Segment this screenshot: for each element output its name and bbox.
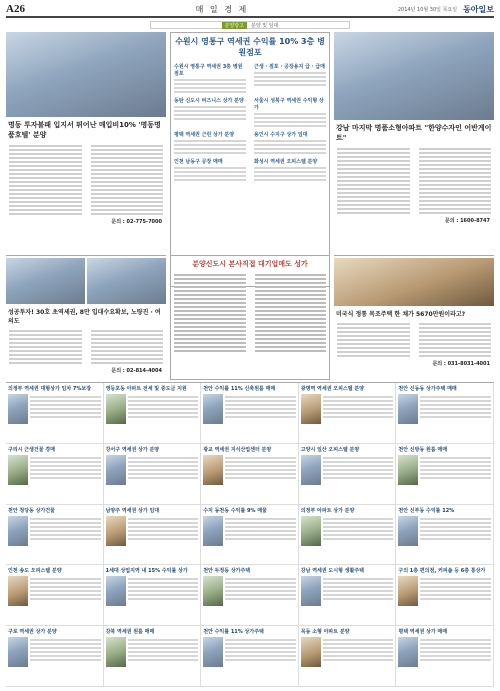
classified-item: 천안 두정동 상가주택	[201, 565, 299, 626]
masthead	[6, 2, 494, 18]
list-item: 인천 남동구 공장 매매	[171, 156, 249, 183]
classified-item: 1세대 상업지역 내 15% 수익률 상가	[104, 565, 202, 626]
classified-item: 천안 수익률 11% 상가주택	[201, 626, 299, 687]
mid-left-headline: 성공투자! 30호 초역세권, 8만 입대수요확보, 노량진 · 여의도	[8, 309, 161, 325]
top-center-headline: 수원시 영통구 역세권 수익률 10% 3층 병원점포	[175, 37, 325, 57]
building-photo	[6, 258, 85, 304]
classified-item: 천안 청당동 상가건물	[6, 505, 104, 566]
classified-item: 광명역 역세권 오피스텔 분양	[299, 383, 397, 444]
list-item: 서울시 성북구 역세권 수익형 상가	[251, 95, 329, 129]
left-ad-headline: 명동 투자불패 입지서 뛰어난 매입비10% '명동명품호텔' 분양	[8, 121, 161, 139]
classified-item: 천안 신부동 수익률 12%	[396, 505, 494, 566]
classified-item: 목동 소형 아파트 분양	[299, 626, 397, 687]
classified-item: 광교 역세권 지식산업센터 분양	[201, 444, 299, 505]
left-ad-contact: 문의 : 02-775-7000	[111, 219, 162, 225]
list-item: 평택 역세권 근린 상가 분양	[171, 129, 249, 156]
mid-left-contact: 문의 : 02-814-4004	[111, 368, 162, 374]
classified-item: 평택 역세권 상가 매매	[396, 626, 494, 687]
classified-item: 천안 수익률 11% 신축원룸 매매	[201, 383, 299, 444]
mid-right-ad	[334, 255, 494, 380]
mid-right-headline: 미국식 정통 목조주택 한 채가 5670만원이라고?	[336, 311, 466, 318]
mid-left-ad	[6, 255, 166, 380]
right-ad-contact: 문의 : 1600-8747	[444, 218, 490, 224]
list-item: 동탄 신도시 비즈니스 상가 분양	[171, 95, 249, 129]
right-ad-headline: 강남 마지막 명품소형아파트 "한양수자인 어반게이트"	[336, 124, 492, 142]
classified-item: 강북 역세권 원룸 매매	[104, 626, 202, 687]
classified-item: 구의 1층 편의점, 커피숍 등 6층 통상가	[396, 565, 494, 626]
classified-item: 고양시 일산 오피스텔 분양	[299, 444, 397, 505]
section-title: 매 일 경 제	[195, 4, 249, 14]
category-label: 분양광고	[222, 22, 247, 29]
newspaper-logo: 동아일보	[463, 4, 494, 14]
list-item: 수원시 영통구 역세권 3층 병원점포	[171, 61, 249, 95]
classified-item: 인천 송도 오피스텔 분양	[6, 565, 104, 626]
category-bar	[150, 21, 350, 29]
classified-item: 강남 역세권 도시형 생활주택	[299, 565, 397, 626]
list-item: 근생 · 점포 · 공장용지 급 · 급매	[251, 61, 329, 95]
issue-date: 2014년 10월 30일 목요일	[397, 6, 458, 13]
category-text: 분양 및 임대	[250, 22, 279, 29]
left-hotel-ad	[6, 32, 166, 287]
classified-item: 수지 동천동 수익률 9% 매물	[201, 505, 299, 566]
wooden-house-photo	[334, 258, 494, 306]
top-center-ad	[170, 32, 330, 287]
classified-item: 의정부 역세권 대형상가 임차 7%보장	[6, 383, 104, 444]
classified-item: 구로 역세권 상가 분양	[6, 626, 104, 687]
mid-center-headline: 분양신도시 본사직접 대기업매도 성가	[192, 260, 308, 268]
classified-item: 강서구 역세권 상가 분양	[104, 444, 202, 505]
hotel-photo	[6, 32, 166, 117]
classified-item: 남양주 역세권 상가 임대	[104, 505, 202, 566]
classified-item: 영등포동 아파트 전세 및 중도금 지원	[104, 383, 202, 444]
list-item: 용인시 수지구 상가 임대	[251, 129, 329, 156]
classified-grid	[6, 382, 494, 687]
page-number: A26	[6, 3, 25, 15]
classified-item: 의정부 아파트 상가 분양	[299, 505, 397, 566]
classified-item: 구리시 근생건물 경매	[6, 444, 104, 505]
classified-item: 천안 신동동 상가주택 매매	[396, 383, 494, 444]
list-item: 화성시 역세권 오피스텔 분양	[251, 156, 329, 183]
classified-item: 천안 신방동 원룸 매매	[396, 444, 494, 505]
top-center-list	[171, 61, 329, 183]
apartment-photo	[334, 32, 494, 120]
right-apartment-ad	[334, 32, 494, 287]
building-photo	[87, 258, 166, 304]
mid-center-ad	[170, 255, 330, 380]
mid-right-contact: 문의 : 031-8031-4001	[432, 361, 490, 367]
